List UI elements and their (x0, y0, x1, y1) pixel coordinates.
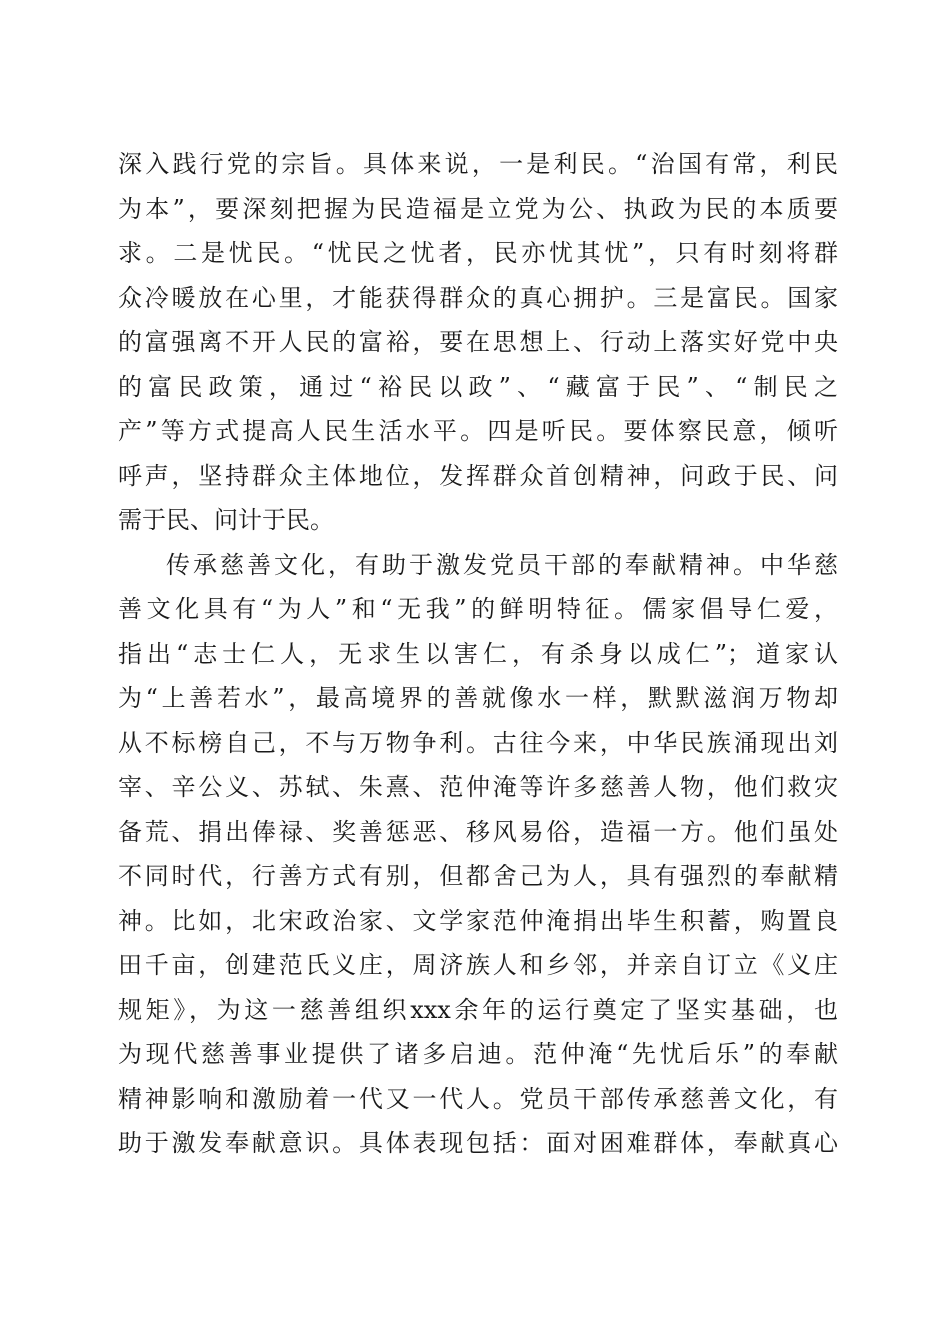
text-line: 善文化具有“为人”和“无我”的鲜明特征。儒家倡导仁爱， (118, 595, 838, 623)
text-line: 助于激发奉献意识。具体表现包括：面对困难群体，奉献真心 (118, 1129, 838, 1157)
text-line: 深入践行党的宗旨。具体来说，一是利民。“治国有常，利民 (118, 150, 838, 178)
text-line: 的富民政策，通过“裕民以政”、“藏富于民”、“制民之 (118, 372, 838, 401)
text-line: 求。二是忧民。“忧民之忧者，民亦忧其忧”，只有时刻将群 (118, 239, 838, 267)
text-line: 田千亩，创建范氏义庄，周济族人和乡邻，并亲自订立《义庄 (118, 951, 838, 979)
text-line: 为现代慈善事业提供了诸多启迪。范仲淹“先忧后乐”的奉献 (118, 1040, 838, 1068)
text-line: 传承慈善文化，有助于激发党员干部的奉献精神。中华慈 (166, 550, 838, 579)
text-line: 备荒、捐出俸禄、奖善惩恶、移风易俗，造福一方。他们虽处 (118, 817, 838, 846)
text-line: 神。比如，北宋政治家、文学家范仲淹捐出毕生积蓄，购置良 (118, 906, 838, 935)
paragraph-1 (118, 142, 838, 543)
text-line: 规矩》，为这一慈善组织xxx余年的运行奠定了坚实基础，也 (118, 995, 838, 1024)
text-line: 精神影响和激励着一代又一代人。党员干部传承慈善文化，有 (118, 1084, 838, 1113)
text-line: 指出“志士仁人，无求生以害仁，有杀身以成仁”；道家认 (118, 639, 838, 668)
text-line: 从不标榜自己，不与万物争利。古往今来，中华民族涌现出刘 (118, 728, 838, 757)
text-line: 产”等方式提高人民生活水平。四是听民。要体察民意，倾听 (118, 417, 838, 445)
text-line: 为本”，要深刻把握为民造福是立党为公、执政为民的本质要 (118, 194, 838, 223)
paragraph-2 (118, 543, 838, 1166)
text-line: 宰、辛公义、苏轼、朱熹、范仲淹等许多慈善人物，他们救灾 (118, 773, 838, 801)
text-line: 呼声，坚持群众主体地位，发挥群众首创精神，问政于民、问 (118, 461, 838, 490)
body-text (118, 142, 838, 1166)
text-line: 的富强离不开人民的富裕，要在思想上、行动上落实好党中央 (118, 328, 838, 356)
text-line: 需于民、问计于民。 (118, 506, 334, 534)
text-line: 众冷暖放在心里，才能获得群众的真心拥护。三是富民。国家 (118, 283, 838, 312)
text-line: 为“上善若水”，最高境界的善就像水一样，默默滋润万物却 (118, 684, 838, 712)
text-line: 不同时代，行善方式有别，但都舍己为人，具有强烈的奉献精 (118, 862, 838, 890)
